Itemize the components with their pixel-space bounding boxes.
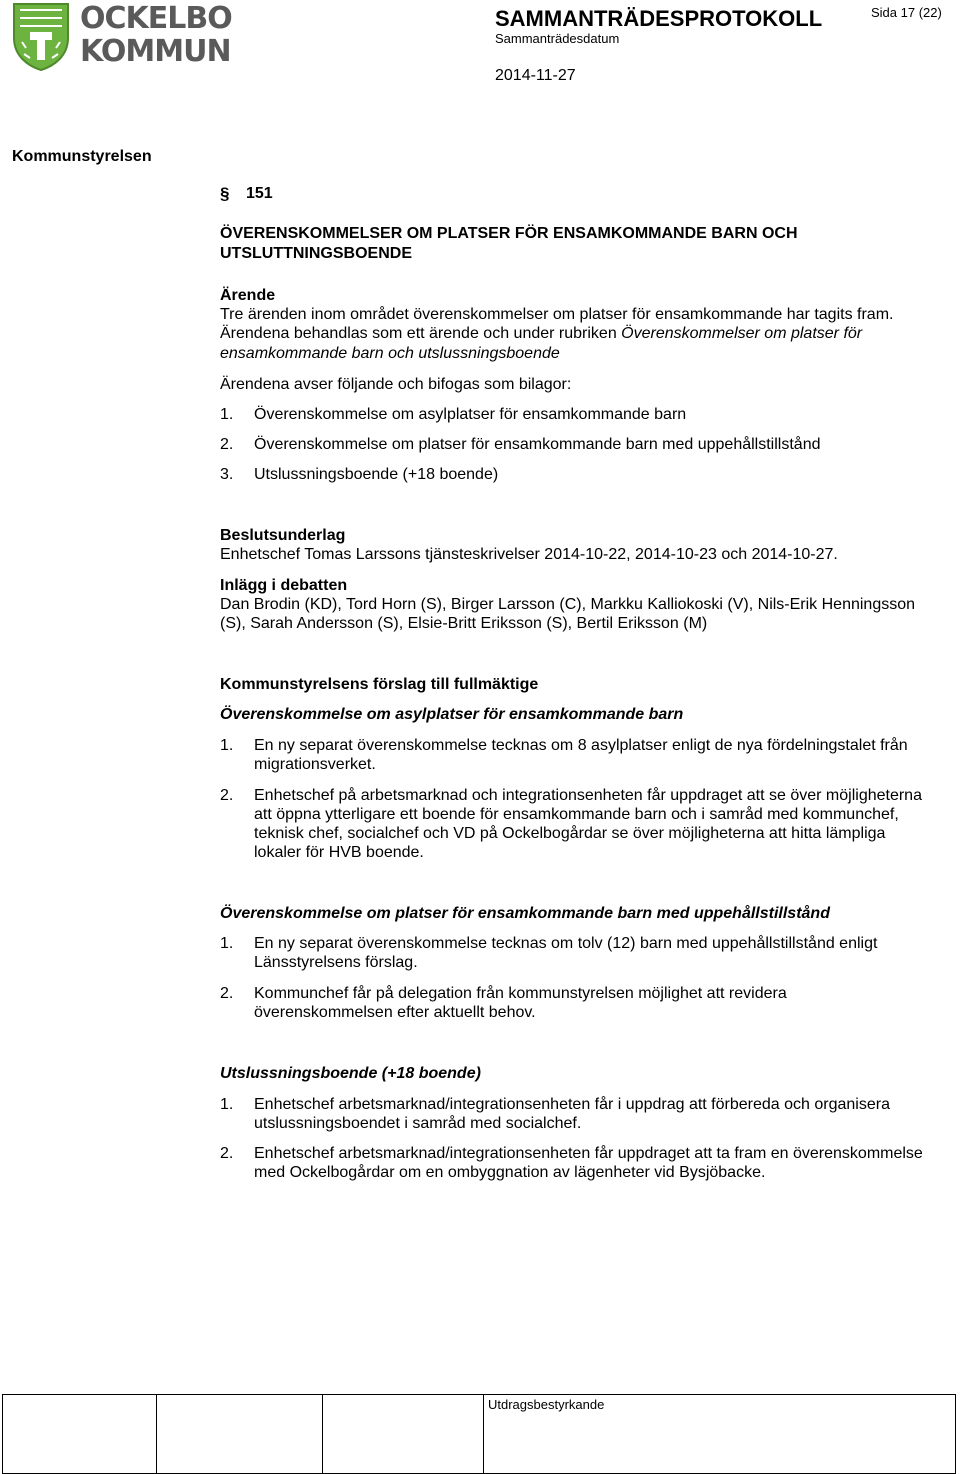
proposal-item-line: Enhetschef arbetsmarknad/integrationsenheten får uppdraget att ta fram en överenskommelse: [254, 1145, 923, 1162]
proposal-item-line: teknisk chef, socialchef och VD på Ockelbogårdar se över möjligheterna att hitta lämpliga: [254, 825, 886, 842]
proposal-item-line: överenskommelsen efter aktuellt behov.: [254, 1004, 536, 1021]
debate-speakers-line-1: Dan Brodin (KD), Tord Horn (S), Birger Larsson (C), Markku Kalliokoski (V), Nils-Erik Henningsson: [220, 596, 916, 613]
proposal-item-line: Länsstyrelsens förslag.: [254, 954, 418, 971]
signature-table: [2, 1394, 956, 1474]
proposal-item: [254, 736, 958, 774]
committee-name: Kommunstyrelsen: [12, 148, 152, 165]
proposal-section-title: Överenskommelse om platser för ensamkommande barn med uppehållstillstånd: [220, 905, 830, 922]
proposal-item-number: 1.: [220, 935, 234, 952]
page-number: Sida 17 (22): [871, 5, 942, 20]
matter-heading-line-2: UTSLUTTNINGSBOENDE: [220, 245, 412, 262]
proposal-section-title: Överenskommelse om asylplatser för ensamkommande barn: [220, 706, 684, 723]
proposal-item-line: med Ockelbogårdar om en ombyggnation av lägenheter vid Bysjöbacke.: [254, 1164, 766, 1181]
logo-line-1: OCKELBO: [80, 1, 232, 36]
proposal-item: [254, 984, 958, 1022]
arende-text-plain: Ärendena behandlas som ett ärende och under rubriken: [220, 325, 622, 342]
paragraph-sign: §: [220, 184, 230, 203]
logo-wordmark: [80, 2, 232, 68]
logo-line-2: KOMMUN: [80, 34, 231, 69]
proposal-item-line: Enhetschef arbetsmarknad/integrationsenheten får i uppdrag att förbereda och organisera: [254, 1096, 890, 1113]
attachment-item: Överenskommelse om platser för ensamkommande barn med uppehållstillstånd: [254, 436, 821, 453]
arende-text-italic: Överenskommelser om platser för: [621, 325, 863, 342]
signature-cell: [157, 1395, 323, 1474]
verification-cell: [484, 1395, 956, 1474]
attachment-number: 3.: [220, 466, 234, 483]
matter-heading-line-1: ÖVERENSKOMMELSER OM PLATSER FÖR ENSAMKOMMANDE BARN OCH: [220, 225, 798, 242]
proposal-section-title: Utslussningsboende (+18 boende): [220, 1065, 481, 1082]
attachment-number: 1.: [220, 406, 234, 423]
paragraph-number: 151: [246, 185, 273, 202]
debate-label: Inlägg i debatten: [220, 577, 348, 594]
proposal-item-line: En ny separat överenskommelse tecknas om tolv (12) barn med uppehållstillstånd enligt: [254, 935, 878, 952]
proposal-item-number: 2.: [220, 985, 234, 1002]
proposal-item: [254, 934, 958, 972]
arende-label: Ärende: [220, 287, 276, 304]
proposal-item-line: migrationsverket.: [254, 756, 376, 773]
arende-text-line-3: ensamkommande barn och utslussningsboende: [220, 345, 560, 362]
proposal-item-number: 2.: [220, 1145, 234, 1162]
proposal-item-number: 1.: [220, 737, 234, 754]
arende-text-line-1: Tre ärenden inom området överenskommelser om platser för ensamkommande har tagits fram.: [220, 306, 894, 323]
proposal-item-line: lokaler för HVB boende.: [254, 844, 424, 861]
proposal-item: [254, 786, 958, 862]
proposal-item-line: Kommunchef får på delegation från kommunstyrelsen möjlighet att revidera: [254, 985, 787, 1002]
proposal-item-line: att öppna ytterligare ett boende för ensamkommande barn och i samråd med kommunchef,: [254, 806, 899, 823]
signature-cell: [323, 1395, 484, 1474]
proposal-item-number: 2.: [220, 787, 234, 804]
meeting-date: 2014-11-27: [495, 67, 576, 84]
attachment-item: Utslussningsboende (+18 boende): [254, 466, 499, 483]
proposal-label: Kommunstyrelsens förslag till fullmäktige: [220, 676, 539, 693]
coat-of-arms-icon: [12, 2, 76, 72]
proposal-item: [254, 1095, 958, 1133]
attachment-number: 2.: [220, 436, 234, 453]
proposal-item: [254, 1144, 958, 1182]
proposal-item-line: utslussningsboendet i samråd med socialchef.: [254, 1115, 582, 1132]
arende-text-line-2: [220, 324, 958, 343]
verification-label: Utdragsbestyrkande: [488, 1397, 605, 1412]
proposal-item-line: Enhetschef på arbetsmarknad och integrationsenheten får uppdraget att se över möjligheterna: [254, 787, 922, 804]
attachment-item: Överenskommelse om asylplatser för ensamkommande barn: [254, 406, 687, 423]
proposal-item-number: 1.: [220, 1096, 234, 1113]
beslutsunderlag-text: Enhetschef Tomas Larssons tjänsteskrivelser 2014-10-22, 2014-10-23 och 2014-10-27.: [220, 546, 838, 563]
document-title: SAMMANTRÄDESPROTOKOLL: [495, 6, 823, 31]
proposal-item-line: En ny separat överenskommelse tecknas om 8 asylplatser enligt de nya fördelningstalet från: [254, 737, 908, 754]
attachments-intro: Ärendena avser följande och bifogas som bilagor:: [220, 376, 572, 393]
debate-speakers-line-2: (S), Sarah Andersson (S), Elsie-Britt Eriksson (S), Bertil Eriksson (M): [220, 615, 708, 632]
date-label: Sammanträdesdatum: [495, 31, 620, 46]
beslutsunderlag-label: Beslutsunderlag: [220, 527, 346, 544]
signature-cell: [3, 1395, 157, 1474]
